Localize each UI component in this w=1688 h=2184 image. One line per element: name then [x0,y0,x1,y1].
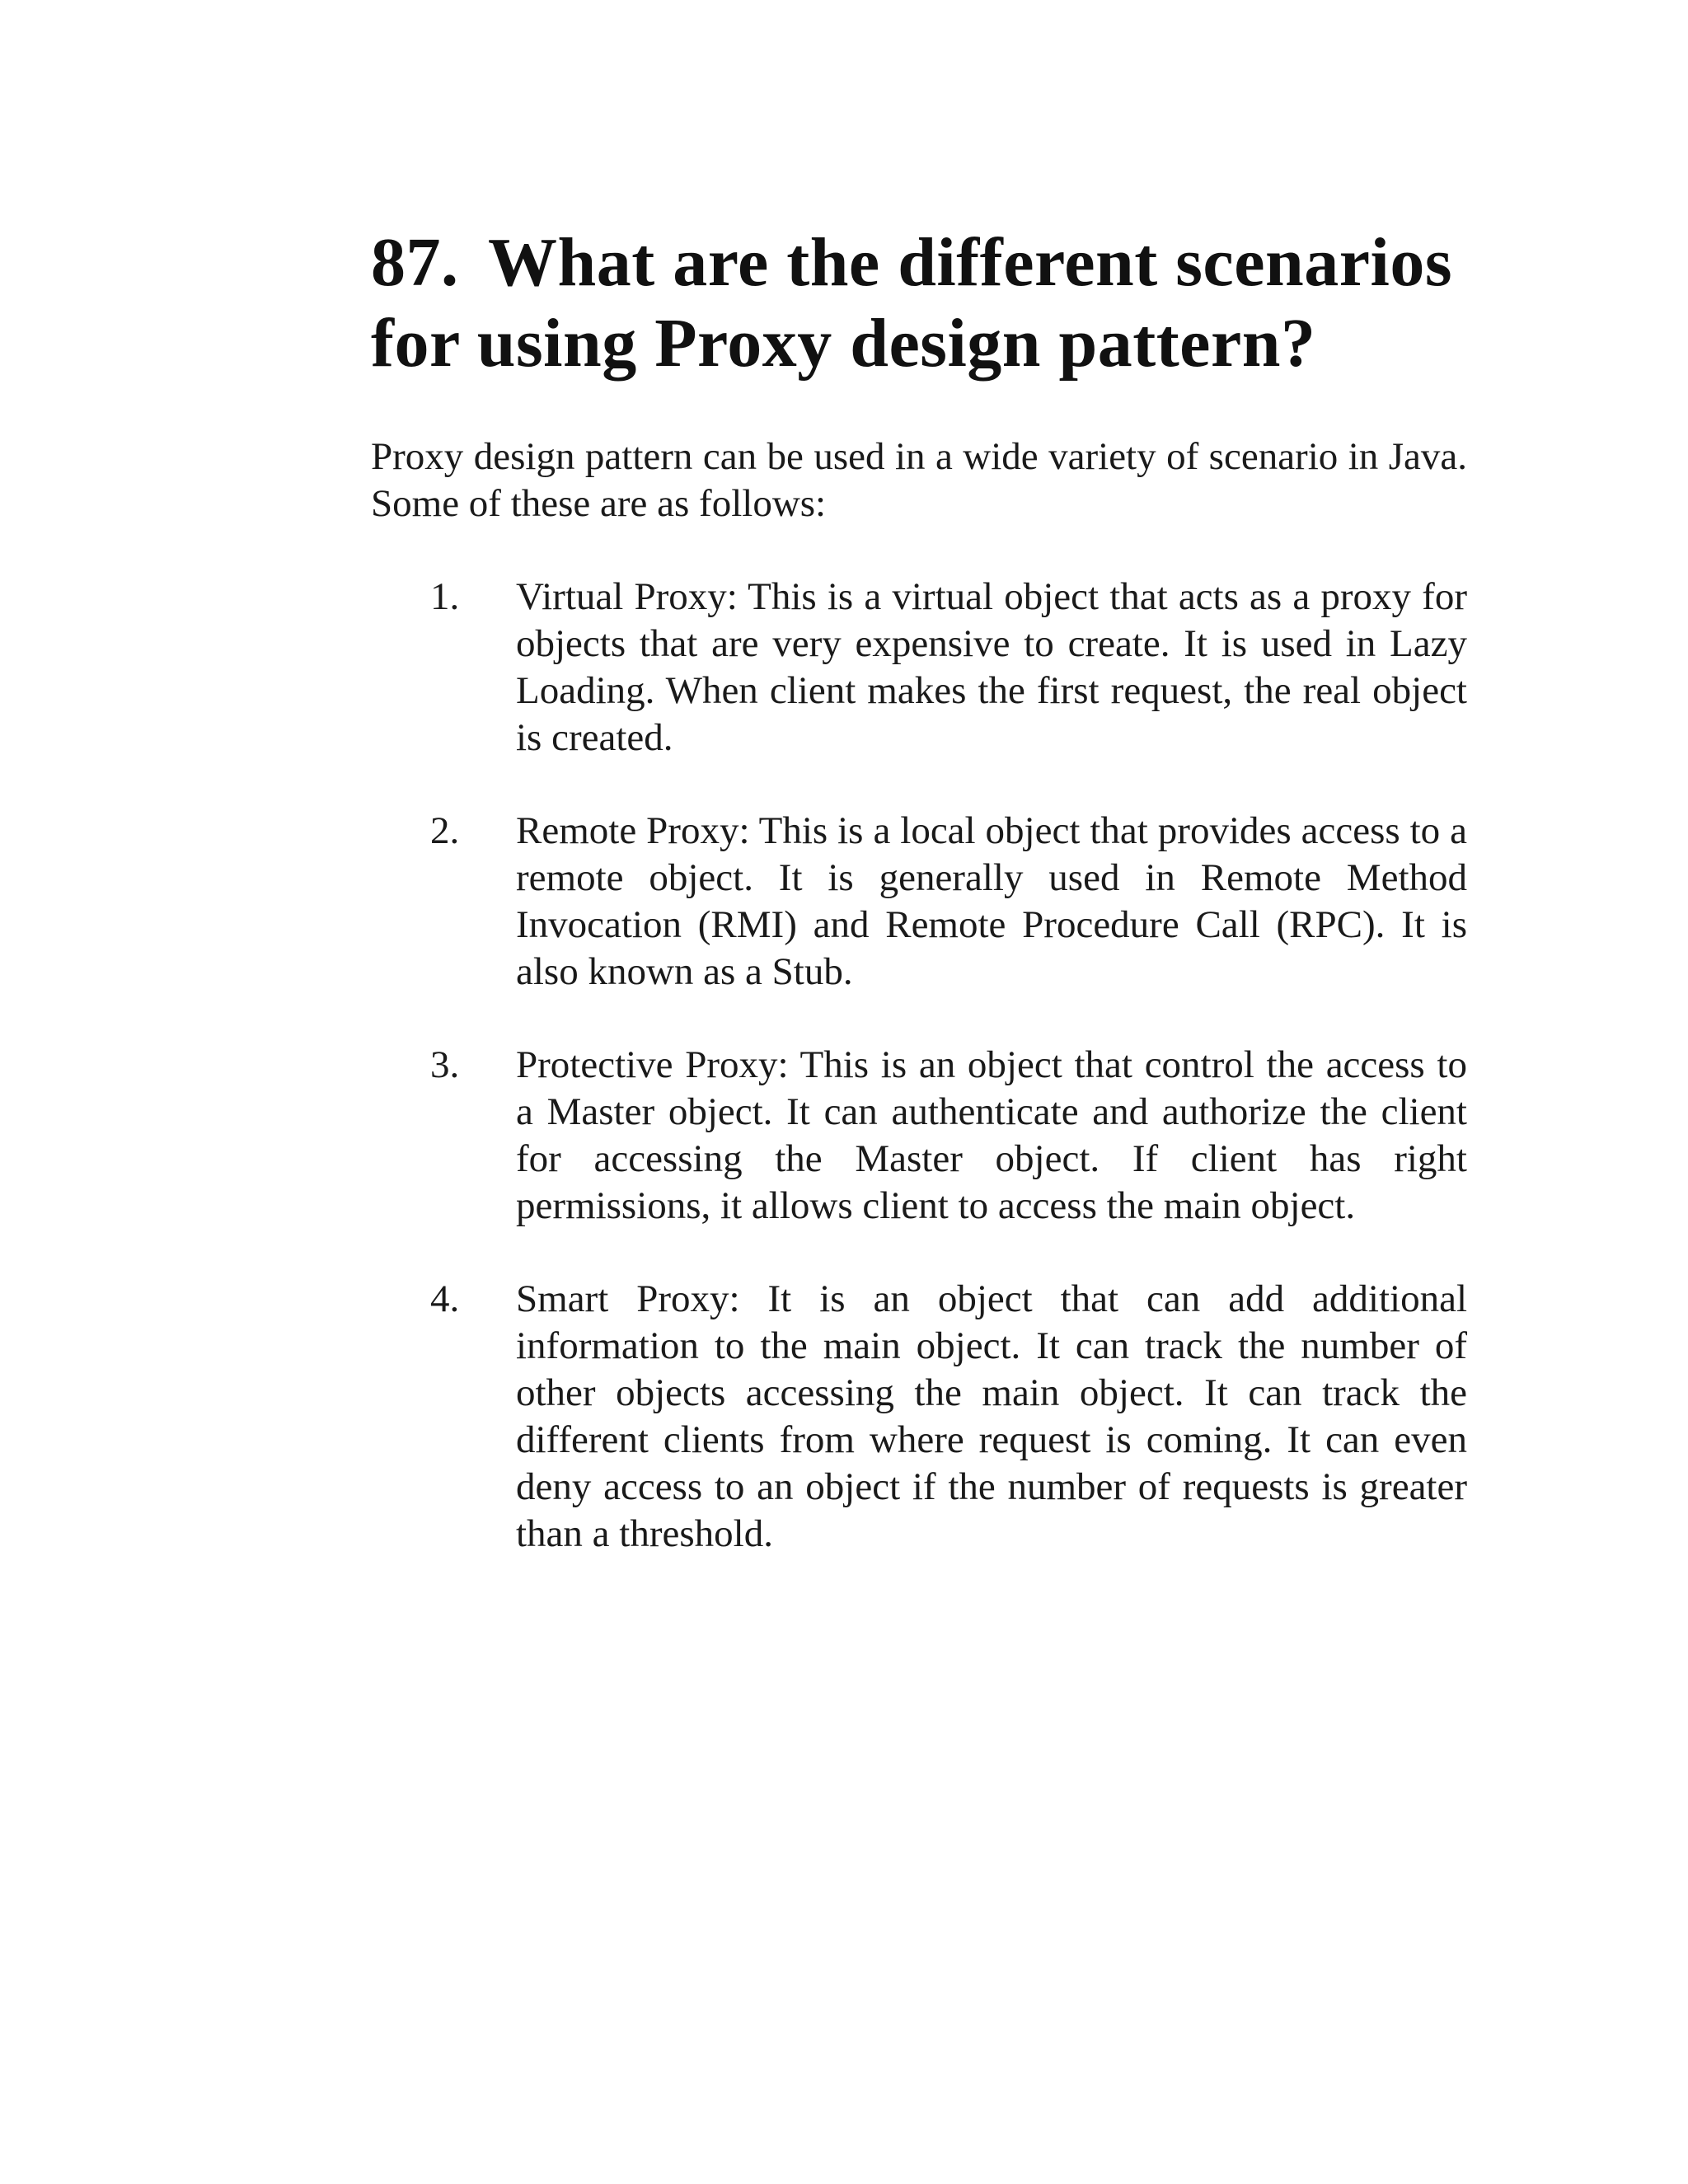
list-item-text: Smart Proxy: It is an object that can add additional information to the main object. It can track the number of other objects accessing the main object. It can track the different clients from where request is coming. It can even deny access to an object if the number of requests is greater than a threshold. [516,1277,1467,1555]
list-item-number: 1. [430,575,460,618]
intro-paragraph: Proxy design pattern can be used in a wide variety of scenario in Java. Some of these are as follows: [371,435,1467,525]
document-page [371,223,1467,1604]
list-item-number: 2. [430,809,460,852]
list-item-number: 4. [430,1277,460,1320]
question-title: What are the different scenarios for using Proxy design pattern? [371,224,1453,382]
list-item-text: Protective Proxy: This is an object that control the access to a Master object. It can authenticate and authorize the client for accessing the Master object. If client has right permissions, it allows client to access the main object. [516,1043,1467,1227]
question-heading [371,223,1467,384]
list-item-text: Virtual Proxy: This is a virtual object that acts as a proxy for objects that are very expensive to create. It is used in Lazy Loading. When client makes the first request, the real object is created. [516,575,1467,759]
list-item [371,1042,1467,1230]
question-number: 87. [371,224,459,301]
list-item-number: 3. [430,1043,460,1086]
list-item [371,574,1467,762]
list-item [371,1276,1467,1558]
list-item [371,808,1467,996]
list-item-text: Remote Proxy: This is a local object that provides access to a remote object. It is generally used in Remote Method Invocation (RMI) and Remote Procedure Call (RPC). It is also known as a Stub. [516,809,1467,993]
scenario-list [371,574,1467,1558]
